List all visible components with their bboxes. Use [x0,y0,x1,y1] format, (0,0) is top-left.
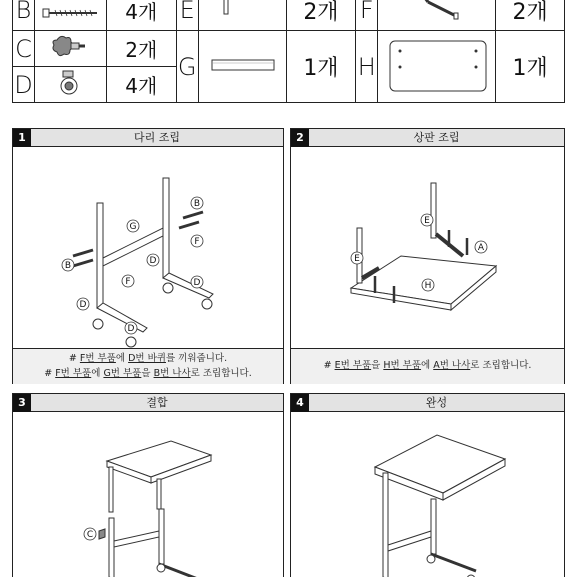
part-image-cell [34,67,106,103]
note-text: 를 끼워줍니다. [165,353,228,364]
part-letter-cell [13,67,35,103]
step-number: 4 [291,394,309,412]
callout-label: D [127,324,135,334]
part-qty-cell [496,0,565,31]
note-part: G번 부품 [103,368,142,379]
part-letter: F [359,0,374,24]
note-part: F번 부품 [79,353,116,364]
leg-e-icon [202,0,282,22]
part-qty-cell [106,0,176,31]
part-qty-cell [286,0,356,31]
step-number: 1 [13,129,31,147]
screw-b-icon [35,0,105,22]
callout-label: F [194,237,200,247]
step-title: 상판 조립 [413,131,460,144]
step-note [13,352,283,366]
part-letter-cell [356,0,378,31]
part-qty: 1개 [303,56,339,81]
callout-label: A [477,243,485,253]
callout-label: G [129,222,137,232]
step-header [13,129,283,147]
note-part: H번 부품 [383,360,422,371]
part-qty-cell [286,31,356,103]
note-prefix: # [68,353,80,364]
note-text: 을 [371,360,384,371]
part-letter-cell [176,0,198,31]
part-image-cell [198,31,286,103]
part-qty: 4개 [125,74,158,98]
note-part: D번 바퀴 [128,353,166,364]
part-qty: 2개 [512,0,548,25]
crossbar-g-icon [202,50,282,80]
note-part: E번 부품 [334,360,372,371]
parts-table [12,0,565,101]
caster-d-icon [35,68,105,98]
callout-label: D [79,300,87,310]
part-qty: 2개 [125,38,158,62]
part-letter-cell [13,0,35,31]
part-letter-cell [356,31,378,103]
callout-label: C [86,530,94,540]
knob-c-icon [35,32,105,62]
part-qty: 4개 [125,0,158,24]
callout-label: E [424,216,430,226]
completed-figure [291,413,564,577]
step-panel-4 [290,393,565,577]
part-image-cell [34,0,106,31]
step-panel-3 [12,393,284,577]
step-number: 2 [291,129,309,147]
note-text: 에 [91,368,104,379]
note-part: A번 나사 [433,360,471,371]
callout-label: H [424,281,432,291]
callout-label: E [354,254,360,264]
step-note-bar [291,348,564,384]
note-text: 을 [141,368,154,379]
part-qty-cell [106,31,176,67]
step-panel-1 [12,128,284,384]
note-text: 로 조립합니다. [190,368,252,379]
step-title: 완성 [425,396,448,409]
note-prefix: # [323,360,335,371]
tabletop-assembly-figure [291,148,564,348]
part-image-cell [378,0,496,31]
note-text: 에 [115,353,129,364]
callout-label: F [125,277,131,287]
step-header [291,129,564,147]
part-letter: B [15,0,32,24]
callout-label: B [64,261,72,271]
callout-label: B [193,199,201,209]
step-title: 다리 조립 [133,131,180,144]
combine-figure [13,413,283,577]
step-note [291,359,564,373]
part-image-cell [198,0,286,31]
part-letter: E [179,0,195,24]
tabletop-h-icon [382,33,492,97]
part-qty-cell [106,67,176,103]
callout-label: D [149,256,157,266]
step-note-bar [13,348,283,384]
step-header [291,394,564,412]
note-prefix: # [44,368,56,379]
note-part: B번 나사 [153,368,191,379]
part-letter: D [14,70,33,99]
part-letter-cell [13,31,35,67]
step-header [13,394,283,412]
note-text: 로 조립합니다. [470,360,532,371]
part-qty: 2개 [303,0,339,25]
part-qty: 1개 [512,56,548,81]
part-image-cell [378,31,496,103]
step-panel-2 [290,128,565,384]
part-letter: G [177,52,197,81]
callout-label: D [193,278,201,288]
note-text: 에 [421,360,434,371]
part-letter: H [357,52,376,81]
part-letter-cell [176,31,198,103]
leg-assembly-figure [13,148,283,348]
part-image-cell [34,31,106,67]
step-note [13,367,283,381]
step-title: 결합 [146,396,168,409]
part-letter: C [15,34,32,63]
note-part: F번 부품 [55,368,92,379]
step-number: 3 [13,394,31,412]
part-qty-cell [496,31,565,103]
leg-f-icon [382,0,492,22]
